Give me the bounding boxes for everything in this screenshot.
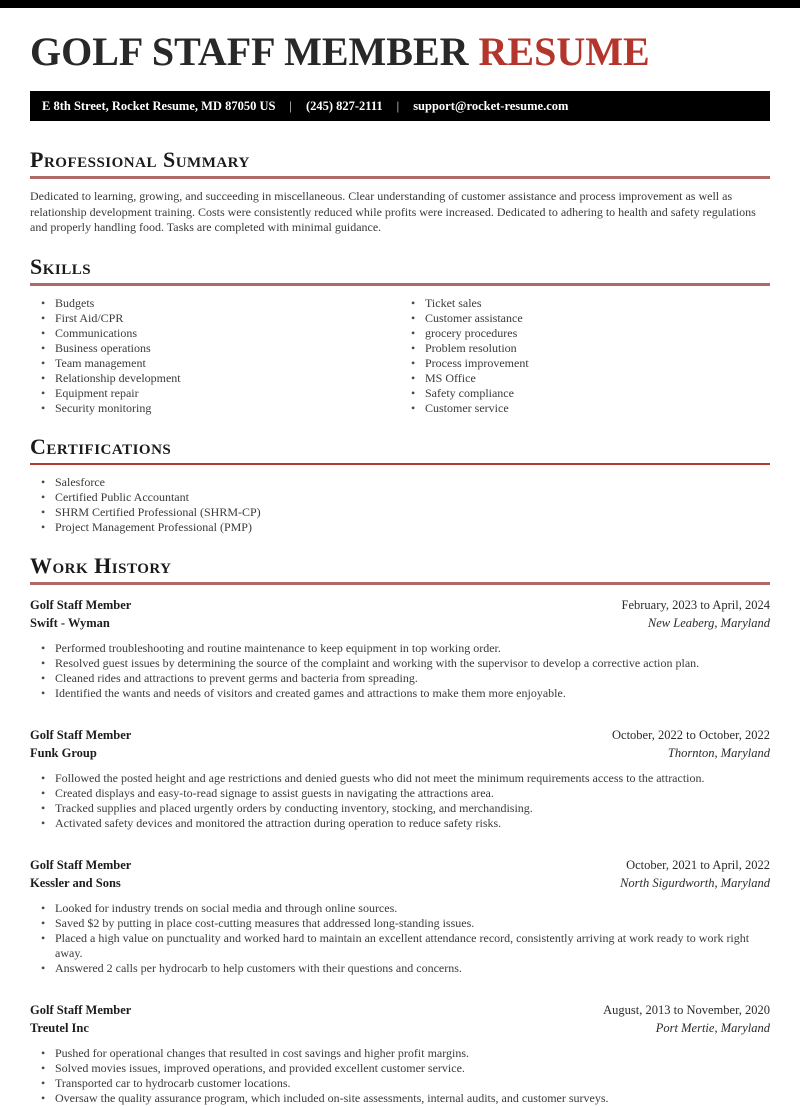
skills-column-right <box>400 296 770 416</box>
job-bullet: • Looked for industry trends on social media and through online sources. <box>30 901 770 916</box>
skill-item: • Team management <box>30 356 400 371</box>
job-company: Swift - Wyman <box>30 615 110 630</box>
job-location: New Leaberg, Maryland <box>647 615 770 630</box>
job-bullet: • Pushed for operational changes that resulted in cost savings and higher profit margins. <box>30 1046 770 1061</box>
job-title: Golf Staff Member <box>30 597 132 612</box>
skill-item: • Equipment repair <box>30 386 400 401</box>
skill-item: • Ticket sales <box>400 296 770 311</box>
job-bullet: • Created displays and easy-to-read signage to assist guests in navigating the attractions area. <box>30 786 770 801</box>
job-company: Funk Group <box>30 745 97 760</box>
skill-item: • MS Office <box>400 371 770 386</box>
skill-item: • Customer assistance <box>400 311 770 326</box>
section-rule <box>30 176 770 179</box>
page-title <box>30 29 770 74</box>
job-dates: October, 2022 to October, 2022 <box>612 727 770 742</box>
job-company-row <box>30 744 770 762</box>
section-heading-summary: Professional Summary <box>30 147 250 172</box>
summary-paragraph: Dedicated to learning, growing, and succeeding in miscellaneous. Clear understanding of customer assistance and process improvement as well as relationship development training. Costs were consistently reduced while profits were increased. Dedicated to adhering to health and safety regulations and properly handling food. Tasks are completed with minimal guidance. <box>30 189 756 234</box>
job-entry <box>30 856 770 976</box>
contact-separator: | <box>396 98 400 113</box>
job-title-row <box>30 596 770 614</box>
skill-item: • Security monitoring <box>30 401 400 416</box>
skill-item: • Process improvement <box>400 356 770 371</box>
resume-document <box>0 29 800 1106</box>
job-bullet: • Followed the posted height and age restrictions and denied guests who did not meet the minimum requirements access to the attraction. <box>30 771 770 786</box>
job-title: Golf Staff Member <box>30 1002 132 1017</box>
job-company: Treutel Inc <box>30 1020 89 1035</box>
job-title: Golf Staff Member <box>30 727 132 742</box>
job-bullet: • Resolved guest issues by determining the source of the complaint and working with the supervisor to develop a corrective action plan. <box>30 656 770 671</box>
job-bullet: • Answered 2 calls per hydrocarb to help customers with their questions and concerns. <box>30 961 770 976</box>
job-location: Thornton, Maryland <box>667 745 770 760</box>
section-rule <box>30 283 770 286</box>
skill-item: • First Aid/CPR <box>30 311 400 326</box>
job-dates: February, 2023 to April, 2024 <box>621 597 770 612</box>
job-bullet-list <box>30 901 770 976</box>
certification-item: • SHRM Certified Professional (SHRM-CP) <box>30 505 770 520</box>
job-location: Port Mertie, Maryland <box>655 1020 770 1035</box>
job-bullet-list <box>30 1046 770 1106</box>
job-bullet: • Identified the wants and needs of visitors and created games and attractions to make them more enjoyable. <box>30 686 770 701</box>
job-location: North Sigurdworth, Maryland <box>620 875 770 890</box>
section-heading-skills: Skills <box>30 253 92 279</box>
skill-item: • Safety compliance <box>400 386 770 401</box>
contact-bar <box>30 91 770 121</box>
section-heading-work-history: Work History <box>30 552 172 578</box>
certification-item: • Certified Public Accountant <box>30 490 770 505</box>
skill-item: • Relationship development <box>30 371 400 386</box>
job-title-row <box>30 726 770 744</box>
skill-item: • Budgets <box>30 296 400 311</box>
contact-address: E 8th Street, Rocket Resume, MD 87050 US <box>42 98 276 113</box>
job-dates: October, 2021 to April, 2022 <box>626 857 770 872</box>
job-entry <box>30 1001 770 1106</box>
page-title-main: GOLF STAFF MEMBER <box>30 29 479 74</box>
skill-item: • grocery procedures <box>400 326 770 341</box>
job-bullet-list <box>30 641 770 701</box>
section-heading-certifications: Certifications <box>30 433 172 459</box>
job-title-row <box>30 1001 770 1019</box>
job-bullet: • Saved $2 by putting in place cost-cutting measures that addressed long-standing issues. <box>30 916 770 931</box>
job-company-row <box>30 1019 770 1037</box>
job-bullet: • Placed a high value on punctuality and worked hard to maintain an excellent attendance record, consistently arriving at work ready to work right away. <box>30 931 770 961</box>
job-bullet: • Solved movies issues, improved operations, and provided excellent customer service. <box>30 1061 770 1076</box>
top-border-bar <box>0 0 800 8</box>
certification-item: • Project Management Professional (PMP) <box>30 520 770 535</box>
job-title-row <box>30 856 770 874</box>
job-bullet: • Transported car to hydrocarb customer locations. <box>30 1076 770 1091</box>
job-company: Kessler and Sons <box>30 875 121 890</box>
job-bullet: • Tracked supplies and placed urgently orders by conducting inventory, stocking, and merchandising. <box>30 801 770 816</box>
skill-item: • Communications <box>30 326 400 341</box>
section-rule <box>30 463 770 465</box>
skill-item: • Business operations <box>30 341 400 356</box>
section-rule <box>30 582 770 585</box>
job-company-row <box>30 874 770 892</box>
certification-item: • Salesforce <box>30 475 770 490</box>
contact-separator: | <box>289 98 292 113</box>
contact-email: support@rocket-resume.com <box>413 98 569 113</box>
job-bullet: • Performed troubleshooting and routine maintenance to keep equipment in top working order. <box>30 641 770 656</box>
job-bullet: • Activated safety devices and monitored the attraction during operation to reduce safety risks. <box>30 816 770 831</box>
job-title: Golf Staff Member <box>30 857 132 872</box>
page-title-accent: RESUME <box>478 29 650 74</box>
job-entry <box>30 596 770 701</box>
contact-phone: (245) 827-2111 <box>305 98 383 113</box>
job-bullet-list <box>30 771 770 831</box>
job-company-row <box>30 614 770 632</box>
skills-column-left <box>30 296 400 416</box>
job-entry <box>30 726 770 831</box>
job-bullet: • Oversaw the quality assurance program, which included on-site assessments, internal audits, and customer surveys. <box>30 1091 770 1106</box>
skill-item: • Customer service <box>400 401 770 416</box>
job-dates: August, 2013 to November, 2020 <box>603 1002 770 1017</box>
skills-grid <box>30 296 770 416</box>
certifications-list <box>30 475 770 535</box>
job-bullet: • Cleaned rides and attractions to prevent germs and bacteria from spreading. <box>30 671 770 686</box>
skill-item: • Problem resolution <box>400 341 770 356</box>
